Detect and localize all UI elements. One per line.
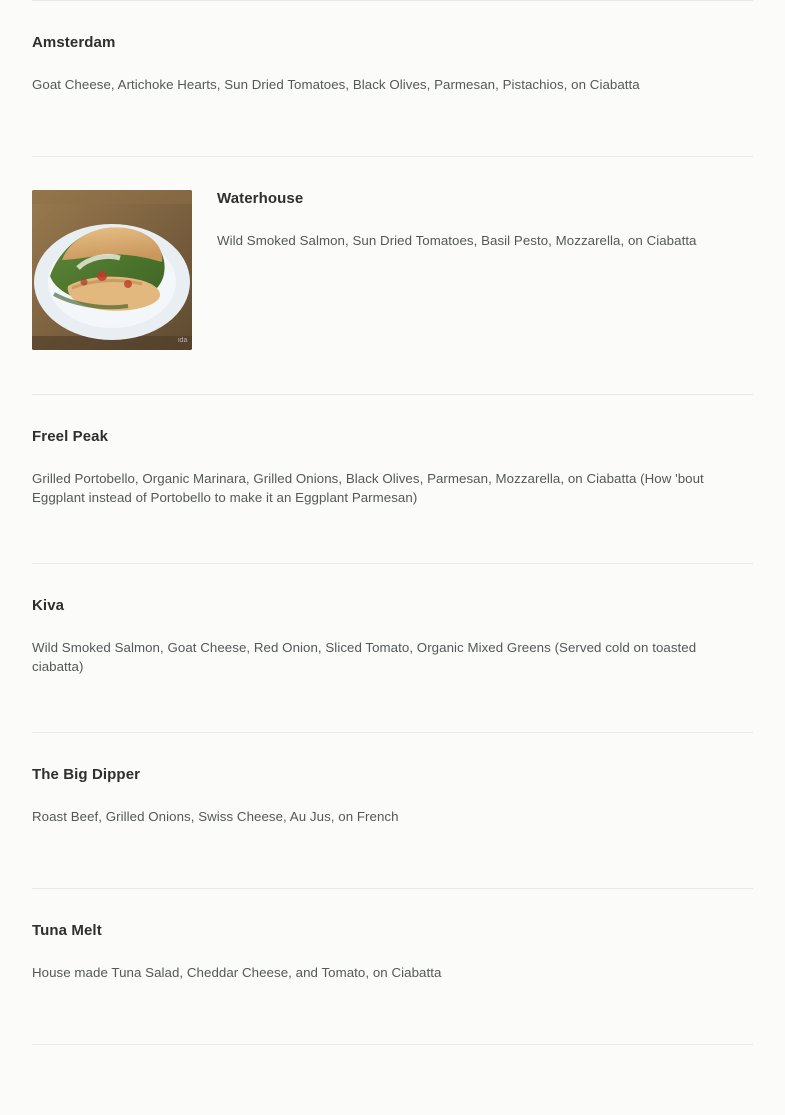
menu-item-waterhouse <box>32 156 753 394</box>
menu-item-tuna-melt <box>32 888 753 1044</box>
menu-item-inner <box>32 766 753 826</box>
svg-text:ida: ida <box>178 337 188 344</box>
menu-item-inner <box>32 597 753 676</box>
menu-item-text <box>217 190 753 250</box>
menu-item-text <box>32 428 753 507</box>
menu-item-amsterdam <box>32 0 753 156</box>
menu-item-description: Wild Smoked Salmon, Goat Cheese, Red Onion, Sliced Tomato, Organic Mixed Greens (Served cold on toasted ciabatta) <box>32 640 697 674</box>
menu-item-description: Wild Smoked Salmon, Sun Dried Tomatoes, Basil Pesto, Mozzarella, on Ciabatta <box>217 233 697 248</box>
menu-item-title: Amsterdam <box>32 34 116 51</box>
menu-item-text <box>32 922 753 982</box>
menu-item-title: The Big Dipper <box>32 766 141 783</box>
menu-item-the-big-dipper <box>32 732 753 888</box>
menu-item-inner <box>32 428 753 507</box>
menu-item-title: Tuna Melt <box>32 922 102 939</box>
menu-item-text <box>32 766 753 826</box>
menu-item-title: Freel Peak <box>32 428 109 445</box>
menu-item-title: Kiva <box>32 597 65 614</box>
menu-item-freel-peak <box>32 394 753 563</box>
menu-list-end-divider <box>32 1044 753 1078</box>
menu-item-description: Roast Beef, Grilled Onions, Swiss Cheese, Au Jus, on French <box>32 809 399 824</box>
menu-item-inner <box>32 922 753 982</box>
menu-item-text <box>32 34 753 94</box>
menu-item-text <box>32 597 753 676</box>
menu-item-description: Goat Cheese, Artichoke Hearts, Sun Dried Tomatoes, Black Olives, Parmesan, Pistachios, on Ciabatta <box>32 77 640 92</box>
menu-item-inner <box>32 34 753 94</box>
menu-item-description: Grilled Portobello, Organic Marinara, Grilled Onions, Black Olives, Parmesan, Mozzarella, on Ciabatta (How 'bout Eggplant instead of Portobello to make it an Eggplant Parmesan) <box>32 471 704 505</box>
menu-item-description: House made Tuna Salad, Cheddar Cheese, and Tomato, on Ciabatta <box>32 965 442 980</box>
sandwich-on-plate-photo <box>32 190 192 350</box>
menu-item-kiva <box>32 563 753 732</box>
menu-item-inner <box>32 190 753 350</box>
menu-item-title: Waterhouse <box>217 190 304 207</box>
